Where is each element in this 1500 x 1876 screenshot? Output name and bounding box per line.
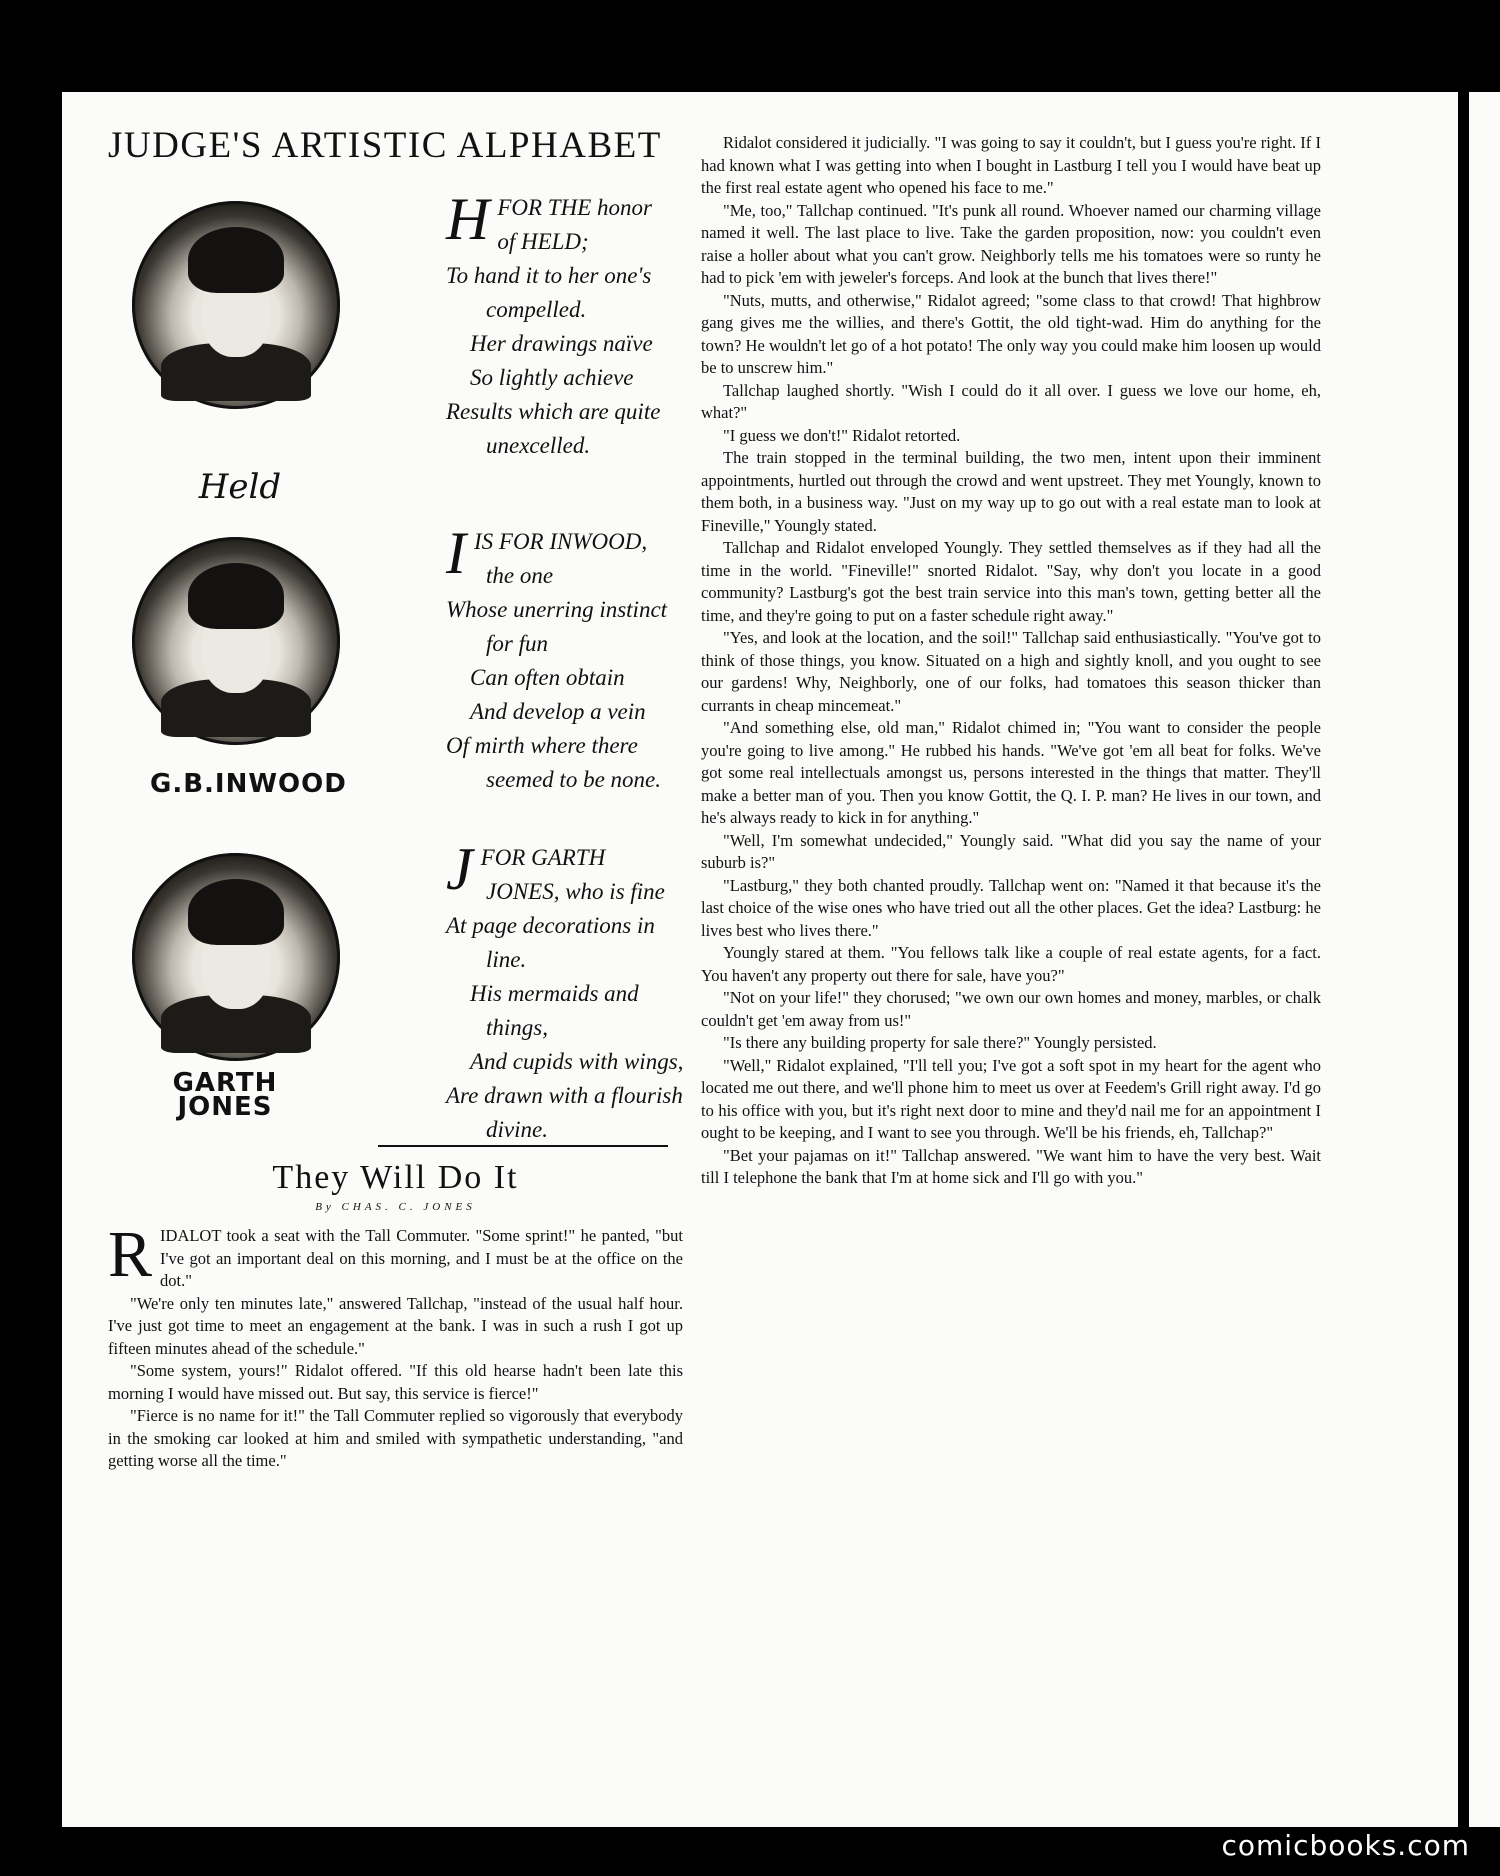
verse-line: FOR GARTH: [480, 845, 606, 870]
verse-line: Whose unerring instinct: [446, 597, 668, 622]
verse-line: At page decorations in: [446, 913, 655, 938]
story-paragraph: "Not on your life!" they chorused; "we own our own homes and money, marbles, or chalk couldn't get 'em away from us!": [701, 988, 1321, 1030]
verse-line: FOR THE honor: [497, 195, 652, 220]
byline: By CHAS. C. JONES: [315, 1201, 476, 1213]
verse-line: IS FOR INWOOD,: [473, 529, 648, 554]
story-paragraph: Tallchap and Ridalot enveloped Youngly. They settled themselves as if they had all the time in the world. "Fineville!" snorted Ridalot. "Say, why don't you locate in a good community? Lastburg's got the best train service into this man's town, getting better all the time, and they're going to put on a faster schedule right away.": [701, 538, 1321, 625]
verse-line: the one: [486, 563, 554, 588]
portrait-inwood: [132, 537, 340, 745]
story-paragraph: The train stopped in the terminal building, the two men, intent upon their imminent appointments, hurtled out through the crowd and went upstreet. They met Youngly, known to them both, in a business way. "Just on my way up to go out with a real estate man to look at Fineville," Youngly stated.: [701, 448, 1321, 535]
verse-line: Her drawings naïve: [470, 331, 653, 356]
column-title: JUDGE'S ARTISTIC ALPHABET: [108, 125, 662, 166]
story-paragraph: "Bet your pajamas on it!" Tallchap answered. "We want him to have the very best. Wait till I telephone the bank that I'm at home sick and I'll go with you.": [701, 1145, 1321, 1187]
story-paragraph: Ridalot considered it judicially. "I was going to say it couldn't, but I guess you're right. If I had known what I was getting into when I bought in Lastburg I tell you I would have beat up the first real estate agent who opened his face to me.": [701, 133, 1321, 197]
verse-line: Of mirth where there: [446, 733, 638, 758]
verse-line: JONES, who is fine: [486, 879, 665, 904]
signature-held: Held: [198, 467, 282, 507]
story-paragraph: "Well, I'm somewhat undecided," Youngly said. "What did you say the name of your suburb is?": [701, 830, 1321, 872]
story-paragraph: "Lastburg," they both chanted proudly. Tallchap went on: "Named it that because it's the last choice of the wise ones who have tried out all the other places. Get the idea? Lastburg: he lives best who lives there.": [701, 875, 1321, 940]
story-paragraph: Tallchap laughed shortly. "Wish I could do it all over. I guess we love our home, eh, what?": [701, 380, 1321, 422]
alphabet-entry-i: [108, 507, 683, 837]
verse-line: And develop a vein: [470, 699, 646, 724]
verse-line: And cupids with wings,: [470, 1049, 684, 1074]
verse-drop-letter: J: [446, 836, 473, 902]
story-paragraph: RIDALOT took a seat with the Tall Commuter. "Some sprint!" he panted, "but I've got an important deal on this morning, and I must be at the office on the dot.": [108, 1218, 683, 1291]
portrait-garth-jones: [132, 853, 340, 1061]
story-paragraph: "We're only ten minutes late," answered Tallchap, "instead of the usual half hour. I've just got time to meet an engagement at the bank. I was in such a rush I got up fifteen minutes ahead of the schedule.": [108, 1293, 683, 1358]
verse-line: of HELD;: [497, 229, 589, 254]
story-text-left: [108, 1218, 683, 1473]
story-paragraph: "I guess we don't!" Ridalot retorted.: [723, 425, 961, 445]
verse-drop-letter: H: [446, 186, 490, 252]
story-paragraph: "Yes, and look at the location, and the soil!" Tallchap said enthusiastically. "You've got to think of those things, you know. Situated on a high and sightly knoll, and you ought to see our gardens! Why, Neighborly, one of our folks, had tomatoes this season thicker than currants in cheap mincemeat.": [701, 628, 1321, 715]
left-column: [108, 124, 683, 1473]
verse-line: seemed to be none.: [486, 767, 661, 792]
story-paragraph: Youngly stared at them. "You fellows talk like a couple of real estate agents, for a fact. You haven't any property out there for sale, have you?": [701, 943, 1321, 985]
verse-line: compelled.: [486, 297, 587, 322]
story-paragraph: "Some system, yours!" Ridalot offered. "If this old hearse hadn't been late this morning I would have missed out. But say, this service is fierce!": [108, 1361, 683, 1403]
story-paragraph: "Nuts, mutts, and otherwise," Ridalot agreed; "some class to that crowd! That highbrow gang gives me the willies, and there's Gottit, the old tight-wad. Him do anything for the town? He wouldn't let go of a hot potato! The only way you could make him loosen up would be to unscrew him.": [701, 290, 1321, 377]
story-paragraph: "Well," Ridalot explained, "I'll tell you; I've got a soft spot in my heart for the agent who located me out there, and we'll phone him to meet us over at Feedem's Grill right away. I'd go to his office with you, but it's right next door to mine and they'd nail me for an appointment I ought to be keeping, and I want to see you through. We'll be his friends, eh, Tallchap?": [701, 1055, 1321, 1142]
verse-line: for fun: [486, 631, 548, 656]
story-paragraph: "Is there any building property for sale there?" Youngly persisted.: [723, 1033, 1157, 1052]
story-paragraph: "Me, too," Tallchap continued. "It's punk all round. Whoever named our charming village named it well. The last place to live. Take the garden proposition, now: you couldn't even raise a holler about what you can't grow. Neighborly tells me his tomatoes were so runty he had to pick 'em with jeweler's forceps. And look at the bunch that lives there!": [701, 200, 1321, 287]
alphabet-entry-h: [108, 177, 683, 507]
verse-line: Can often obtain: [470, 665, 625, 690]
signature-inwood: G.B.INWOOD: [150, 769, 347, 799]
story-drop-cap: R: [108, 1218, 153, 1291]
story-title: They Will Do It: [272, 1159, 519, 1196]
alphabet-entry-j: [108, 836, 684, 1142]
portrait-held: [132, 201, 340, 409]
adjacent-page-edge: [1464, 92, 1500, 1827]
story-paragraph: "Fierce is no name for it!" the Tall Commuter replied so vigorously that everybody in the smoking car looked at him and smiled with sympathetic understanding, "and getting worse all the time.": [108, 1406, 683, 1470]
verse-line: To hand it to her one's: [446, 263, 652, 288]
verse-line: So lightly achieve: [470, 365, 634, 390]
verse-line: unexcelled.: [486, 433, 591, 458]
verse-line: divine.: [486, 1117, 548, 1142]
verse-drop-letter: I: [446, 520, 466, 586]
verse-line: line.: [486, 947, 527, 972]
story-text-right: [701, 132, 1321, 1190]
verse-line: Are drawn with a flourish: [446, 1083, 683, 1108]
verse-line: Results which are quite: [446, 399, 661, 424]
verse-line: things,: [486, 1015, 548, 1040]
verse-line: His mermaids and: [470, 981, 639, 1006]
watermark: comicbooks.com: [1221, 1829, 1470, 1862]
story-paragraph: "And something else, old man," Ridalot chimed in; "You want to consider the people you're going to live among." He rubbed his hands. "We've got 'em all beat for folks. We've got some real intellectuals amongst us, persons interested in the things that matter. They'll make a better man of you. Then you know Gottit, the Q. I. P. man? He lives in our town, and he's always ready to kick in for anything.": [701, 718, 1321, 827]
signature-garth-jones: GARTH JONES: [172, 1068, 278, 1122]
